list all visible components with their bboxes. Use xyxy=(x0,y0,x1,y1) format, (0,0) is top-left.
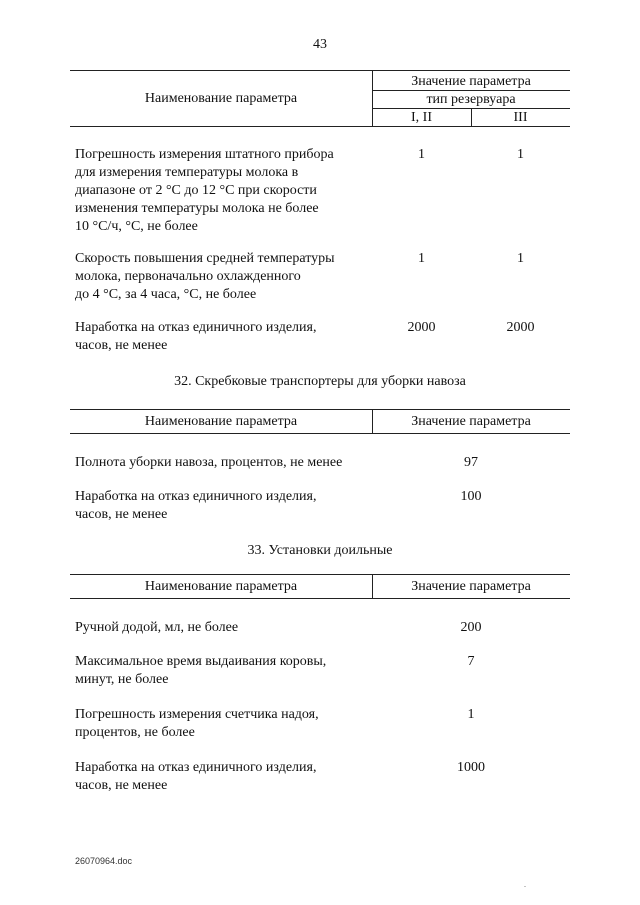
bottom-mark: . xyxy=(524,880,526,889)
column-header-name: Наименование параметра xyxy=(144,414,298,429)
table-top-rule xyxy=(70,70,570,71)
column-header-type-1-2: I, II xyxy=(411,110,432,125)
column-subheader-tank-type: тип резервуара xyxy=(426,92,516,107)
column-header-name: Наименование параметра xyxy=(144,91,298,106)
label-line: часов, не менее xyxy=(75,338,168,353)
footer-filename: 26070964.doc xyxy=(75,856,133,866)
label-line: процентов, не более xyxy=(75,725,195,740)
table-row-label xyxy=(75,454,375,472)
column-header-value: Значение параметра xyxy=(411,74,531,89)
label-line: молока, первоначально охлажденного xyxy=(75,269,301,284)
table-cell-value: 7 xyxy=(467,654,475,669)
column-header-value: Значение параметра xyxy=(411,579,531,594)
column-header-name: Наименование параметра xyxy=(144,579,298,594)
table-header-bottom-rule xyxy=(70,598,570,599)
table-row-label xyxy=(75,759,375,795)
page-number: 43 xyxy=(313,37,327,52)
table-top-rule xyxy=(70,409,570,410)
table-cell-value: 100 xyxy=(460,489,482,504)
label-line: диапазоне от 2 °C до 12 °C при скорости xyxy=(75,183,317,198)
label-line: Максимальное время выдаивания коровы, xyxy=(75,654,327,669)
table-header-bottom-rule xyxy=(70,433,570,434)
table-cell-value: 1 xyxy=(418,147,425,162)
label-line: минут, не более xyxy=(75,672,169,687)
table-cell-value: 2000 xyxy=(506,320,535,335)
table-row-label xyxy=(75,319,375,355)
table-row-label xyxy=(75,146,375,236)
label-line: Наработка на отказ единичного изделия, xyxy=(75,320,317,335)
table-cell-value: 2000 xyxy=(407,320,436,335)
label-line: Полнота уборки навоза, процентов, не менее xyxy=(75,455,343,470)
table-row-label xyxy=(75,619,375,637)
label-line: Ручной додой, мл, не более xyxy=(75,620,239,635)
label-line: 10 °C/ч, °C, не более xyxy=(75,219,198,234)
table-cell-value: 97 xyxy=(464,455,478,470)
label-line: часов, не менее xyxy=(75,507,168,522)
table-row-label xyxy=(75,488,375,524)
table-row-label xyxy=(75,653,375,689)
label-line: для измерения температуры молока в xyxy=(75,165,299,180)
table-cell-value: 1 xyxy=(517,147,524,162)
section-32-title: 32. Скребковые транспортеры для уборки навоза xyxy=(174,374,466,389)
table-cell-value: 1 xyxy=(418,251,425,266)
label-line: Скорость повышения средней температуры xyxy=(75,251,335,266)
column-header-value: Значение параметра xyxy=(411,414,531,429)
table-cell-value: 1 xyxy=(467,707,475,722)
table-cell-value: 200 xyxy=(460,620,482,635)
table-row-label xyxy=(75,250,375,304)
label-line: Погрешность измерения счетчика надоя, xyxy=(75,707,319,722)
table-cell-value: 1000 xyxy=(457,760,485,775)
label-line: часов, не менее xyxy=(75,778,168,793)
label-line: изменения температуры молока не более xyxy=(75,201,319,216)
table-top-rule xyxy=(70,574,570,575)
section-33-title: 33. Установки доильные xyxy=(247,543,393,558)
label-line: Наработка на отказ единичного изделия, xyxy=(75,489,317,504)
column-header-type-3: III xyxy=(513,110,528,125)
table-row-label xyxy=(75,706,375,742)
label-line: Погрешность измерения штатного прибора xyxy=(75,147,334,162)
table-cell-value: 1 xyxy=(517,251,524,266)
label-line: до 4 °C, за 4 часа, °C, не более xyxy=(75,287,257,302)
label-line: Наработка на отказ единичного изделия, xyxy=(75,760,317,775)
